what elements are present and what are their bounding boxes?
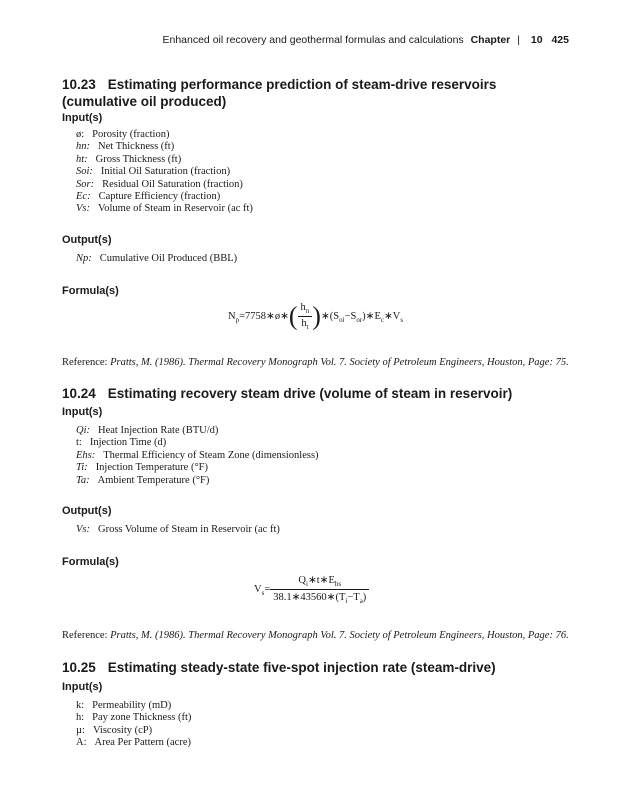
formula-heading: Formula(s) (62, 556, 119, 568)
section-number: 10.23 (62, 77, 96, 92)
input-heading: Input(s) (62, 406, 103, 418)
section-title-line1: Estimating recovery steam drive (volume of steam in reservoir) (107, 386, 513, 401)
list-item: Ta: Ambient Temperature (°F) (76, 474, 210, 486)
list-item: Vs: Gross Volume of Steam in Reservoir (ac ft) (76, 524, 280, 535)
formula-cumulative-oil: $N_p=7758∗ø∗$( $\frac{h_n}{h_t}$ )$∗(S_{oi}-S_{or})∗E_c∗V_s$ (228, 301, 404, 332)
list-item: Sor: Residual Oil Saturation (fraction) (76, 178, 243, 190)
list-item: t: Injection Time (d) (76, 437, 167, 449)
chapter-separator: | (517, 34, 520, 46)
list-item: h: Pay zone Thickness (ft) (76, 712, 192, 724)
list-item: Qi: Heat Injection Rate (BTU/d) (76, 425, 219, 436)
section-10-23-title (62, 76, 496, 110)
list-item: Soi: Initial Oil Saturation (fraction) (76, 166, 231, 178)
input-heading: Input(s) (62, 681, 103, 693)
section-10-25-title (62, 659, 496, 676)
input-list (76, 425, 319, 487)
section-number: 10.24 (62, 386, 96, 401)
chapter-number: 10 (530, 34, 543, 46)
reference-10-23: Reference: Pratts, M. (1986). Thermal Recovery Monograph Vol. 7. Society of Petroleum Engineers, Houston, Page: 75. (62, 357, 569, 368)
output-list (76, 524, 280, 536)
section-title-line1: Estimating performance prediction of steam-drive reservoirs (107, 77, 497, 92)
section-title-line1: Estimating steady-state five-spot injection rate (steam-drive) (107, 660, 496, 675)
list-item: Ehs: Thermal Efficiency of Steam Zone (dimensionless) (76, 449, 319, 461)
output-list (76, 253, 237, 265)
section-title-line2: (cumulative oil produced) (62, 94, 227, 109)
list-item: hn: Net Thickness (ft) (76, 141, 175, 153)
list-item: µ: Viscosity (cP) (76, 724, 153, 736)
input-list (76, 129, 253, 216)
fraction-hn-ht: $\frac{h_n}{h_t}$ (298, 302, 313, 331)
input-heading: Input(s) (62, 112, 103, 124)
formula-heading: Formula(s) (62, 285, 119, 297)
list-item: Np: Cumulative Oil Produced (BBL) (76, 253, 238, 264)
input-list (76, 700, 191, 750)
list-item: ht: Gross Thickness (ft) (76, 153, 182, 165)
list-item: Vs: Volume of Steam in Reservoir (ac ft) (76, 203, 253, 215)
fraction-steam-volume: $\frac{Q_i∗t∗E_{hs}}{38.1∗43560∗(T_i-T_a)}$ (270, 574, 369, 605)
list-item: A: Area Per Pattern (acre) (76, 737, 191, 749)
list-item: ø: Porosity (fraction) (76, 129, 170, 140)
output-heading: Output(s) (62, 234, 112, 246)
output-heading: Output(s) (62, 505, 112, 517)
running-head (162, 34, 569, 46)
running-head-title: Enhanced oil recovery and geothermal formulas and calculations (162, 34, 464, 46)
list-item: Ti: Injection Temperature (°F) (76, 462, 208, 474)
reference-10-24: Reference: Pratts, M. (1986). Thermal Recovery Monograph Vol. 7. Society of Petroleum Engineers, Houston, Page: 76. (62, 630, 569, 641)
section-10-24-title (62, 385, 512, 402)
section-number: 10.25 (62, 660, 96, 675)
page-number: 425 (551, 34, 569, 46)
chapter-label: Chapter (470, 34, 511, 46)
formula-steam-volume: $V_s=$ $\frac{Q_i∗t∗E_{hs}}{38.1∗43560∗(T_i-T_a)}$ (254, 574, 369, 605)
list-item: Ec: Capture Efficiency (fraction) (76, 191, 221, 203)
list-item: k: Permeability (mD) (76, 700, 172, 711)
